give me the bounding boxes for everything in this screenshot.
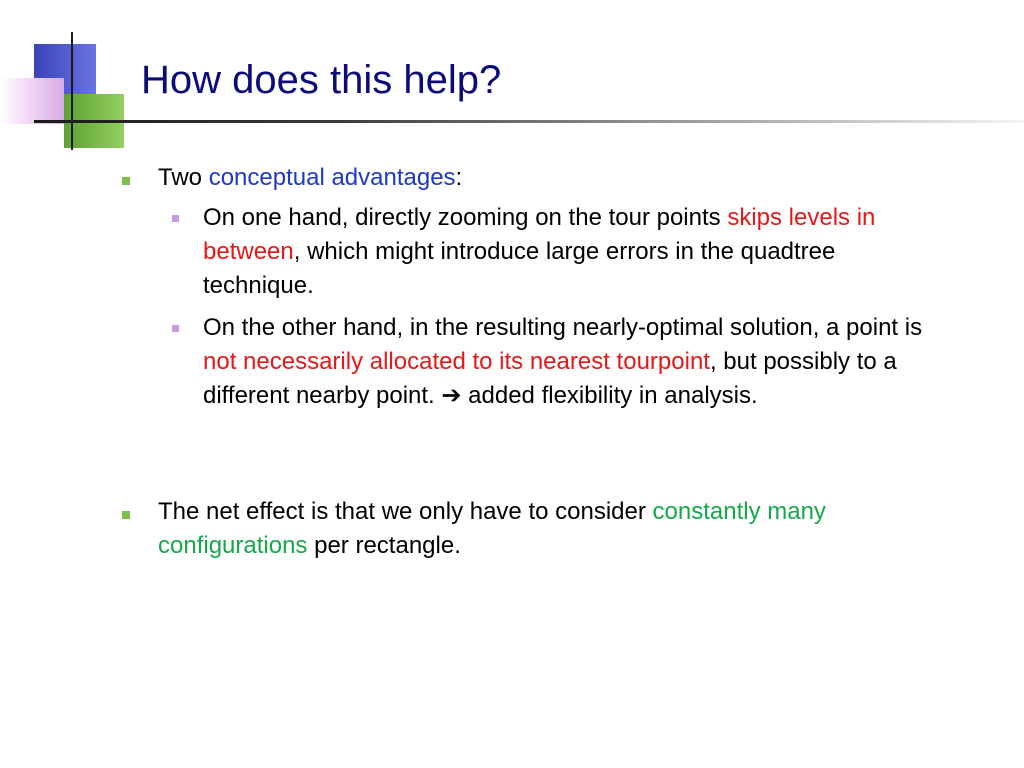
- sub-bullet-1-text: On one hand, directly zooming on the tour points: [203, 204, 728, 231]
- bullet-2-highlight: constantly many configurations: [158, 498, 826, 559]
- sub-bullet-1-tail: , which might introduce large errors in the quadtree technique.: [203, 238, 836, 299]
- bullet-1-highlight: conceptual advantages: [208, 164, 456, 191]
- title-underline: [34, 120, 1024, 123]
- slide-title: How does this help?: [141, 58, 502, 102]
- sub-bullet-1-highlight: skips levels in between: [203, 204, 876, 265]
- arrow-icon: ➔: [441, 382, 462, 409]
- bullet-2-tail: per rectangle.: [307, 532, 461, 559]
- sub-bullet-2: [203, 311, 923, 413]
- logo-pink-square: [0, 78, 64, 124]
- sub-bullet-marker-1: [172, 215, 179, 222]
- sub-bullet-2-highlight: not necessarily allocated to its nearest tourpoint: [203, 348, 710, 375]
- bullet-marker-1: [122, 177, 130, 185]
- sub-bullet-2-text: On the other hand, in the resulting nearly-optimal solution, a point is: [203, 314, 923, 341]
- sub-bullet-marker-2: [172, 325, 179, 332]
- bullet-2: [158, 495, 888, 563]
- logo-vertical-line: [71, 32, 73, 150]
- bullet-1-punct: :: [455, 164, 463, 191]
- sub-bullet-2-tail: added flexibility in analysis.: [461, 382, 758, 409]
- sub-bullet-1: [203, 201, 923, 303]
- bullet-2-text: The net effect is that we only have to consider: [158, 498, 653, 525]
- bullet-1: [158, 161, 938, 195]
- bullet-marker-2: [122, 511, 130, 519]
- sub-bullet-2-mid: , but possibly to a different nearby point.: [203, 348, 897, 409]
- bullet-1-text: Two: [158, 164, 209, 191]
